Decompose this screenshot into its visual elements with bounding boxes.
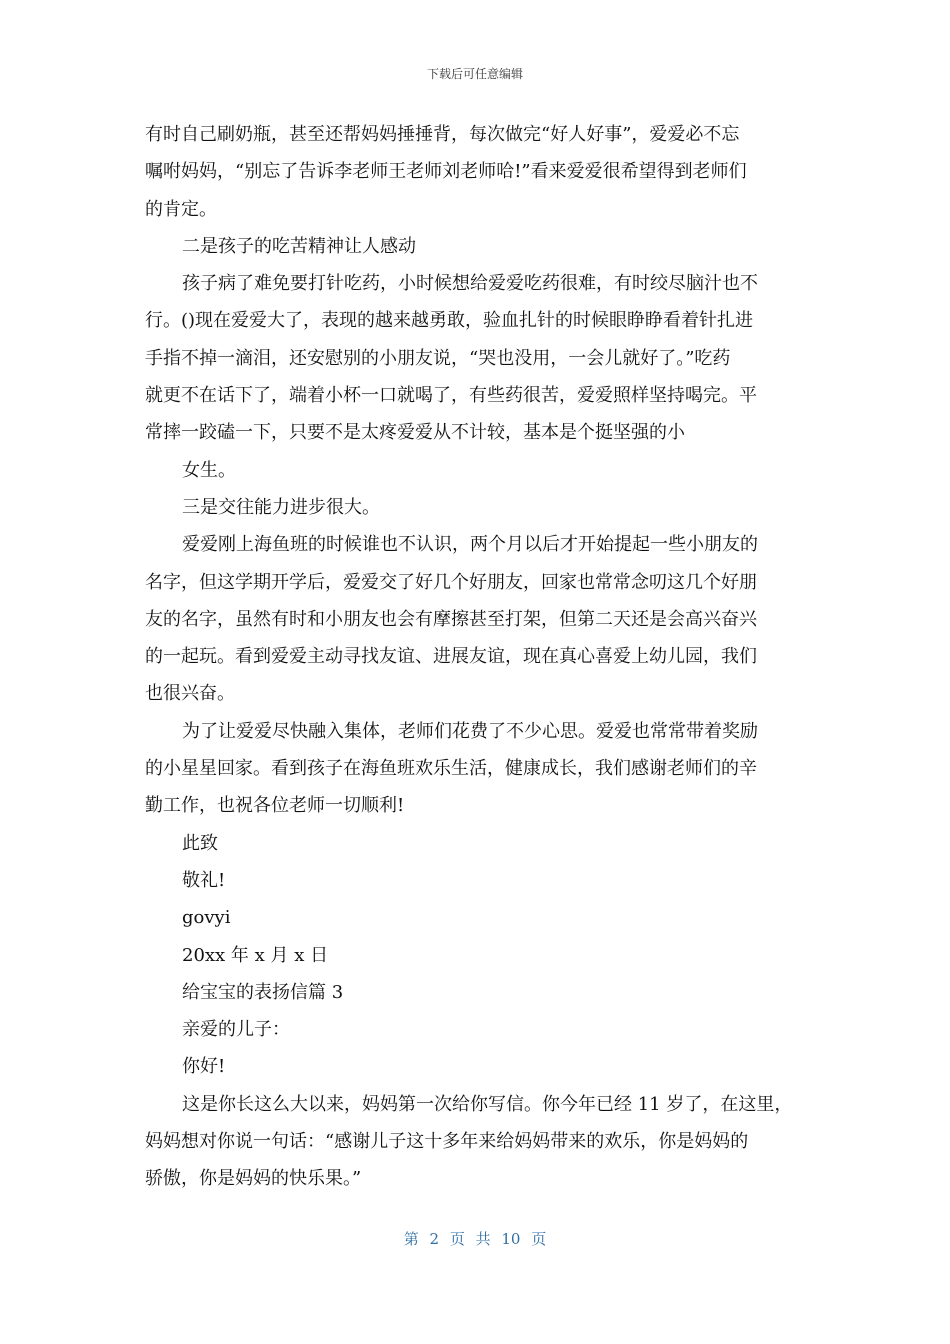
text-line: 就更不在话下了，端着小杯一口就喝了，有些药很苦，爱爱照样坚持喝完。平	[145, 385, 757, 407]
text-line: 手指不掉一滴泪，还安慰别的小朋友说，“哭也没用，一会儿就好了。”吃药	[145, 347, 731, 369]
text-line: 为了让爱爱尽快融入集体，老师们花费了不少心思。爱爱也常常带着奖励	[182, 720, 758, 742]
text-line: 也很兴奋。	[145, 683, 235, 705]
text-line: 你好!	[182, 1056, 226, 1078]
text-line: 三是交往能力进步很大。	[182, 496, 380, 518]
text-line: 勤工作，也祝各位老师一切顺利!	[145, 795, 405, 817]
text-line: 给宝宝的表扬信篇 3	[182, 981, 344, 1003]
text-line: 的肯定。	[145, 198, 217, 220]
text-line: 骄傲，你是妈妈的快乐果。”	[145, 1168, 362, 1190]
text-line: 友的名字，虽然有时和小朋友也会有摩擦甚至打架，但第二天还是会高兴奋兴	[145, 608, 757, 630]
text-line: 妈妈想对你说一句话：“感谢儿子这十多年来给妈妈带来的欢乐，你是妈妈的	[145, 1131, 749, 1153]
text-line: 嘱咐妈妈，“别忘了告诉李老师王老师刘老师哈!”看来爱爱很希望得到老师们	[145, 161, 747, 183]
text-line: 女生。	[182, 459, 236, 481]
page-footer: 第 2 页 共 10 页	[403, 1230, 547, 1248]
text-line: 行。()现在爱爱大了，表现的越来越勇敢，验血扎针的时候眼睁睁看着针扎进	[145, 310, 754, 332]
text-line: 名字，但这学期开学后，爱爱交了好几个好朋友，回家也常常念叨这几个好朋	[145, 571, 757, 593]
document-body	[145, 116, 817, 1198]
text-line: 二是孩子的吃苦精神让人感动	[182, 235, 416, 257]
text-line: 这是你长这么大以来，妈妈第一次给你写信。你今年已经 11 岁了，在这里，	[182, 1093, 793, 1115]
text-line: 的小星星回家。看到孩子在海鱼班欢乐生活，健康成长，我们感谢老师们的辛	[145, 758, 757, 780]
text-line: 的一起玩。看到爱爱主动寻找友谊、进展友谊，现在真心喜爱上幼儿园，我们	[145, 646, 757, 668]
text-line: 此致	[182, 832, 218, 854]
text-line: govyi	[182, 907, 231, 929]
text-line: 孩子病了难免要打针吃药，小时候想给爱爱吃药很难，有时绞尽脑汁也不	[182, 273, 758, 295]
text-line: 常摔一跤磕一下，只要不是太疼爱爱从不计较，基本是个挺坚强的小	[145, 422, 685, 444]
text-line: 亲爱的儿子：	[182, 1019, 290, 1041]
text-line: 敬礼!	[182, 869, 226, 891]
page-header: 下载后可任意编辑	[426, 67, 523, 81]
text-line: 有时自己刷奶瓶，甚至还帮妈妈捶捶背，每次做完“好人好事”，爱爱必不忘	[145, 124, 740, 145]
text-line: 20xx 年 x 月 x 日	[182, 944, 329, 966]
text-line: 爱爱刚上海鱼班的时候谁也不认识，两个月以后才开始提起一些小朋友的	[182, 534, 758, 556]
